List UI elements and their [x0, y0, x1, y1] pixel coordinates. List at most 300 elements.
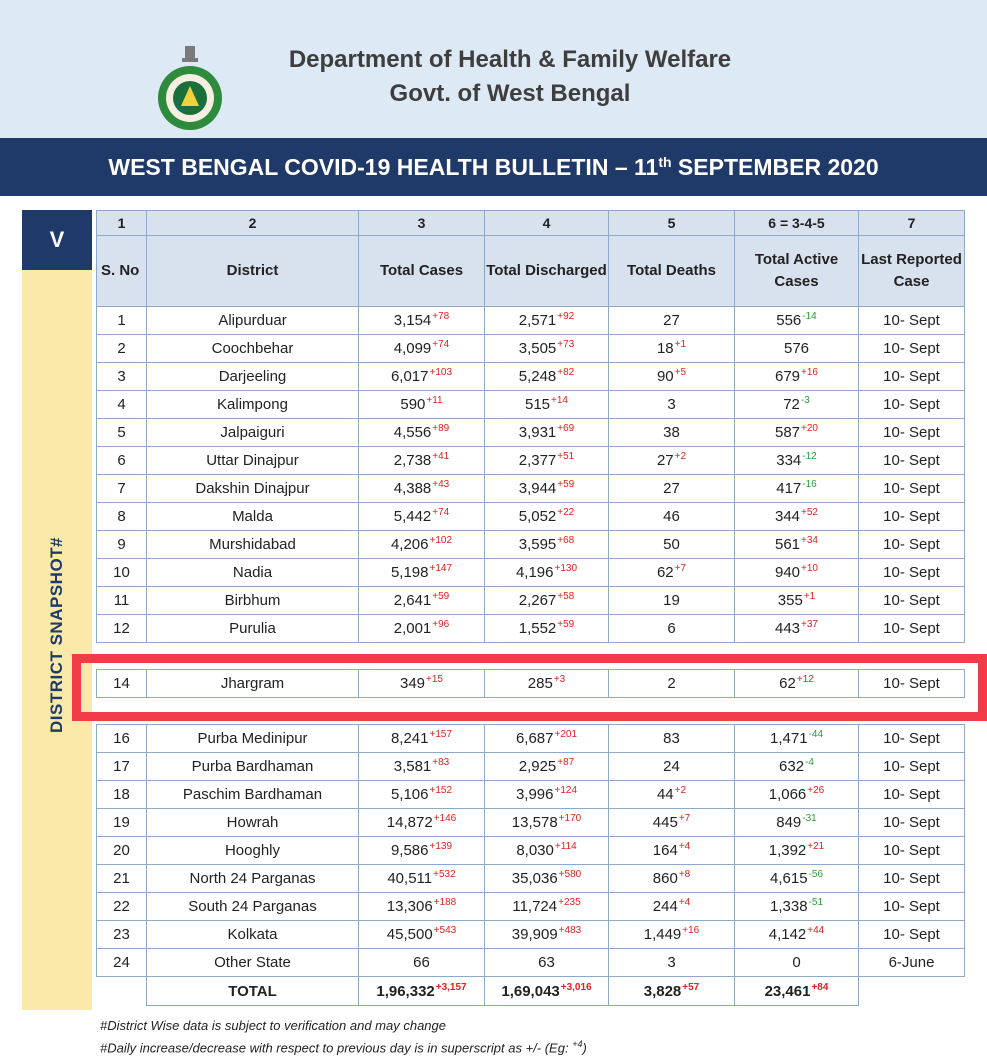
serial-number: 24 — [97, 949, 147, 977]
total-cases — [359, 363, 485, 391]
total-discharged-change: +68 — [557, 535, 575, 546]
serial-number: 3 — [97, 363, 147, 391]
total-cases — [359, 949, 485, 977]
table-row — [97, 419, 965, 447]
last-reported: 10- Sept — [859, 391, 965, 419]
total-cases-value: 1,96,332 — [376, 982, 435, 1000]
last-reported: 10- Sept — [859, 809, 965, 837]
total-deaths — [609, 893, 735, 921]
total-deaths-value: 19 — [663, 592, 680, 609]
total-discharged-value: 5,248 — [518, 368, 557, 385]
district-name: Kolkata — [147, 921, 359, 949]
total-cases — [359, 865, 485, 893]
serial-number: 10 — [97, 559, 147, 587]
district-name: Jhargram — [147, 670, 359, 698]
district-name: Murshidabad — [147, 531, 359, 559]
column-header: S. No — [97, 236, 147, 307]
total-deaths — [609, 475, 735, 503]
total-active — [735, 615, 859, 643]
total-discharged — [485, 837, 609, 865]
total-discharged-value: 63 — [538, 954, 555, 971]
total-cases-change: +41 — [432, 451, 450, 462]
total-deaths — [609, 977, 735, 1006]
column-header: Total Cases — [359, 236, 485, 307]
total-deaths-value: 27 — [656, 452, 674, 469]
total-deaths-change: +5 — [674, 367, 687, 378]
total-cases-value: 3,581 — [393, 758, 432, 775]
total-discharged — [485, 335, 609, 363]
total-discharged-change: +58 — [557, 591, 575, 602]
last-reported: 10- Sept — [859, 419, 965, 447]
total-deaths — [609, 531, 735, 559]
total-cases-change: +83 — [432, 757, 450, 768]
header — [0, 0, 987, 138]
column-number: 7 — [859, 211, 965, 236]
total-deaths-change: +4 — [678, 897, 691, 908]
total-active-value: 679 — [775, 368, 801, 385]
section-badge: V — [22, 210, 92, 270]
total-cases-value: 66 — [413, 954, 430, 971]
table-row — [97, 865, 965, 893]
column-header: Last Reported Case — [859, 236, 965, 307]
total-discharged — [485, 893, 609, 921]
total-deaths-value: 46 — [663, 508, 680, 525]
total-deaths-value: 2 — [667, 675, 676, 692]
total-active — [735, 447, 859, 475]
total-active-change: -3 — [800, 395, 810, 406]
total-deaths — [609, 865, 735, 893]
table-row — [97, 781, 965, 809]
table-row — [97, 893, 965, 921]
total-discharged — [485, 307, 609, 335]
total-cases-value: 6,017 — [390, 368, 429, 385]
total-cases — [359, 559, 485, 587]
total-cases-value: 3,154 — [393, 312, 432, 329]
total-deaths — [609, 837, 735, 865]
total-active-value: 1,066 — [768, 786, 807, 803]
total-cases-change: +532 — [433, 869, 456, 880]
total-discharged-value: 11,724 — [512, 898, 558, 915]
total-active-change: +12 — [796, 674, 814, 685]
total-deaths-value: 3 — [667, 396, 676, 413]
total-cases-value: 2,738 — [393, 452, 432, 469]
total-deaths — [609, 921, 735, 949]
total-active-change: -14 — [802, 311, 817, 322]
total-cases — [359, 447, 485, 475]
serial-number: 14 — [97, 670, 147, 698]
total-active-value: 849 — [776, 814, 802, 831]
total-cases-change: +146 — [433, 813, 457, 824]
total-discharged-change: +22 — [557, 507, 575, 518]
serial-number: 9 — [97, 531, 147, 559]
total-active-value: 940 — [775, 564, 801, 581]
total-active-value: 23,461 — [764, 982, 811, 1000]
total-discharged-change: +82 — [557, 367, 575, 378]
total-discharged-change: +483 — [558, 925, 582, 936]
total-cases — [359, 307, 485, 335]
total-cases — [359, 837, 485, 865]
total-active — [735, 837, 859, 865]
total-discharged — [485, 809, 609, 837]
total-active-change: -31 — [802, 813, 817, 824]
total-active — [735, 753, 859, 781]
total-discharged-change: +201 — [554, 729, 578, 740]
total-discharged — [485, 587, 609, 615]
last-reported: 10- Sept — [859, 615, 965, 643]
serial-number: 16 — [97, 725, 147, 753]
last-reported: 10- Sept — [859, 475, 965, 503]
total-active — [735, 865, 859, 893]
total-cases — [359, 503, 485, 531]
district-name: Purba Bardhaman — [147, 753, 359, 781]
table-row — [97, 587, 965, 615]
highlight-box — [72, 654, 987, 721]
total-cases-value: 349 — [400, 675, 426, 692]
total-discharged — [485, 503, 609, 531]
district-name: Alipurduar — [147, 307, 359, 335]
total-blank — [859, 977, 965, 1006]
total-deaths-change: +7 — [678, 813, 691, 824]
total-discharged-value: 3,944 — [518, 480, 557, 497]
district-name: Jalpaiguri — [147, 419, 359, 447]
serial-number: 12 — [97, 615, 147, 643]
total-cases-change: +96 — [432, 619, 450, 630]
footnote-text: #Daily increase/decrease with respect to previous day is in superscript as +/- (Eg: — [100, 1040, 573, 1056]
table-row — [97, 363, 965, 391]
total-cases-value: 40,511 — [387, 870, 433, 887]
serial-number: 1 — [97, 307, 147, 335]
total-cases-change: +543 — [433, 925, 457, 936]
total-active-change: +37 — [801, 619, 818, 630]
total-discharged-change: +59 — [557, 479, 575, 490]
total-discharged-value: 5,052 — [518, 508, 557, 525]
column-number: 4 — [485, 211, 609, 236]
total-deaths — [609, 363, 735, 391]
total-discharged-value: 1,69,043 — [501, 982, 560, 1000]
last-reported: 10- Sept — [859, 837, 965, 865]
total-active-value: 344 — [775, 508, 801, 525]
total-cases — [359, 391, 485, 419]
total-blank — [97, 977, 147, 1006]
total-discharged-value: 8,030 — [516, 842, 554, 859]
total-discharged-value: 3,996 — [515, 786, 554, 803]
table-row — [97, 531, 965, 559]
table-row — [97, 335, 965, 363]
total-label: TOTAL — [147, 977, 359, 1006]
total-active — [735, 559, 859, 587]
serial-number: 8 — [97, 503, 147, 531]
total-cases — [359, 781, 485, 809]
bulletin-banner — [0, 138, 987, 196]
table-row — [97, 615, 965, 643]
column-number-row — [97, 211, 965, 236]
column-number: 6 = 3-4-5 — [735, 211, 859, 236]
serial-number: 23 — [97, 921, 147, 949]
total-deaths — [609, 725, 735, 753]
total-active-value: 443 — [775, 620, 801, 637]
total-active-value: 556 — [776, 312, 802, 329]
total-discharged — [485, 391, 609, 419]
serial-number: 7 — [97, 475, 147, 503]
total-discharged — [485, 921, 609, 949]
total-discharged — [485, 949, 609, 977]
total-row — [97, 977, 965, 1006]
total-cases-value: 45,500 — [386, 926, 433, 943]
total-active-change: +84 — [811, 981, 829, 993]
total-deaths — [609, 587, 735, 615]
total-active-value: 0 — [792, 954, 801, 971]
last-reported: 10- Sept — [859, 921, 965, 949]
total-deaths-change: +16 — [682, 925, 700, 936]
total-active-value: 576 — [783, 340, 810, 357]
district-name: Hooghly — [147, 837, 359, 865]
total-active-change: -44 — [808, 729, 823, 740]
serial-number: 4 — [97, 391, 147, 419]
district-name: South 24 Parganas — [147, 893, 359, 921]
total-deaths-change: +57 — [682, 981, 700, 993]
total-discharged-value: 1,552 — [518, 620, 557, 637]
total-deaths — [609, 335, 735, 363]
total-deaths-value: 27 — [663, 312, 680, 329]
table-row — [97, 307, 965, 335]
serial-number: 19 — [97, 809, 147, 837]
serial-number: 22 — [97, 893, 147, 921]
table-row — [97, 809, 965, 837]
total-discharged-change: +235 — [558, 897, 581, 908]
total-active-change: -16 — [802, 479, 817, 490]
total-discharged-value: 285 — [527, 675, 553, 692]
table-row — [97, 559, 965, 587]
total-discharged — [485, 781, 609, 809]
total-cases-value: 9,586 — [390, 842, 429, 859]
table-row — [97, 503, 965, 531]
last-reported: 10- Sept — [859, 503, 965, 531]
total-discharged-value: 13,578 — [511, 814, 558, 831]
total-cases-change: +147 — [429, 563, 453, 574]
column-header: District — [147, 236, 359, 307]
column-number: 2 — [147, 211, 359, 236]
banner-ordinal: th — [658, 154, 672, 170]
total-active-value: 1,338 — [770, 898, 808, 915]
total-active — [735, 587, 859, 615]
total-discharged — [485, 753, 609, 781]
serial-number: 21 — [97, 865, 147, 893]
footnote-example: +4 — [572, 1039, 583, 1049]
total-deaths — [609, 809, 735, 837]
total-cases-value: 4,099 — [393, 340, 432, 357]
total-discharged-value: 35,036 — [511, 870, 558, 887]
total-discharged-change: +51 — [557, 451, 575, 462]
last-reported: 10- Sept — [859, 865, 965, 893]
total-active — [735, 363, 859, 391]
last-reported: 10- Sept — [859, 781, 965, 809]
column-header: Total Discharged — [485, 236, 609, 307]
total-active — [735, 531, 859, 559]
column-header: Total Active Cases — [735, 236, 859, 307]
serial-number: 6 — [97, 447, 147, 475]
total-cases-value: 2,641 — [393, 592, 432, 609]
last-reported: 10- Sept — [859, 447, 965, 475]
last-reported: 10- Sept — [859, 307, 965, 335]
total-deaths-change: +8 — [678, 869, 691, 880]
column-header-row — [97, 236, 965, 307]
last-reported: 10- Sept — [859, 335, 965, 363]
total-discharged-value: 3,931 — [518, 424, 557, 441]
total-active-value: 334 — [776, 452, 802, 469]
total-cases-value: 14,872 — [386, 814, 433, 831]
serial-number: 5 — [97, 419, 147, 447]
table-row — [97, 391, 965, 419]
total-active — [735, 781, 859, 809]
total-deaths — [609, 781, 735, 809]
total-deaths-value: 44 — [656, 786, 674, 803]
district-name: Coochbehar — [147, 335, 359, 363]
total-deaths — [609, 753, 735, 781]
total-deaths-value: 860 — [652, 870, 678, 887]
total-discharged — [485, 531, 609, 559]
west-bengal-emblem-icon — [151, 44, 229, 132]
last-reported: 10- Sept — [859, 587, 965, 615]
total-deaths-value: 164 — [652, 842, 678, 859]
total-active-value: 1,392 — [768, 842, 807, 859]
table-row — [97, 921, 965, 949]
total-active-value: 62 — [779, 675, 796, 692]
total-active — [735, 949, 859, 977]
serial-number: 18 — [97, 781, 147, 809]
total-deaths-change: +2 — [674, 785, 687, 796]
total-active-change: -12 — [802, 451, 817, 462]
total-discharged-value: 39,909 — [511, 926, 558, 943]
total-cases — [359, 615, 485, 643]
total-active-change: +20 — [801, 423, 818, 434]
last-reported: 10- Sept — [859, 725, 965, 753]
total-discharged — [485, 475, 609, 503]
footnote-close: ) — [582, 1040, 587, 1056]
total-cases — [359, 893, 485, 921]
total-active-value: 417 — [776, 480, 802, 497]
total-deaths — [609, 615, 735, 643]
total-deaths-value: 38 — [663, 424, 680, 441]
column-number: 5 — [609, 211, 735, 236]
serial-number: 2 — [97, 335, 147, 363]
total-active-change: +16 — [801, 367, 818, 378]
table-row — [97, 725, 965, 753]
total-cases-change: +11 — [426, 395, 443, 406]
total-cases — [359, 531, 485, 559]
total-active — [735, 391, 859, 419]
total-cases — [359, 977, 485, 1006]
serial-number: 11 — [97, 587, 147, 615]
total-cases-change: +157 — [429, 729, 453, 740]
total-discharged-value: 3,595 — [518, 536, 557, 553]
total-active-change: +26 — [807, 785, 825, 796]
total-cases-value: 5,442 — [393, 508, 432, 525]
total-active-change: +44 — [807, 925, 825, 936]
total-discharged-change: +59 — [557, 619, 575, 630]
total-active — [735, 977, 859, 1006]
total-discharged-value: 2,571 — [518, 312, 557, 329]
total-cases-value: 5,198 — [390, 564, 429, 581]
total-discharged — [485, 559, 609, 587]
total-discharged-value: 4,196 — [515, 564, 554, 581]
total-active-change: +52 — [801, 507, 818, 518]
total-deaths-value: 90 — [656, 368, 674, 385]
total-active-change: -56 — [808, 869, 823, 880]
total-active-change: -51 — [808, 897, 823, 908]
last-reported: 10- Sept — [859, 559, 965, 587]
table-row — [97, 949, 965, 977]
last-reported: 10- Sept — [859, 893, 965, 921]
total-active — [735, 725, 859, 753]
total-deaths-change: +2 — [674, 451, 687, 462]
total-discharged-value: 515 — [525, 396, 551, 413]
total-cases-value: 2,001 — [393, 620, 432, 637]
district-name: Purba Medinipur — [147, 725, 359, 753]
total-cases-change: +43 — [432, 479, 450, 490]
total-active-value: 355 — [777, 592, 803, 609]
total-cases — [359, 475, 485, 503]
total-cases-change: +139 — [429, 841, 453, 852]
total-active — [735, 921, 859, 949]
total-cases — [359, 587, 485, 615]
total-deaths-value: 50 — [663, 536, 680, 553]
total-deaths-change: +7 — [674, 563, 687, 574]
last-reported: 10- Sept — [859, 363, 965, 391]
total-active-value: 587 — [775, 424, 801, 441]
total-cases — [359, 809, 485, 837]
total-discharged-value: 2,925 — [518, 758, 557, 775]
total-active-value: 4,615 — [770, 870, 808, 887]
district-name: Darjeeling — [147, 363, 359, 391]
total-deaths-value: 3 — [667, 954, 676, 971]
total-active-value: 4,142 — [768, 926, 807, 943]
footnote-superscript — [100, 1035, 587, 1057]
total-discharged-value: 3,505 — [518, 340, 557, 357]
total-deaths-value: 445 — [652, 814, 678, 831]
total-discharged-change: +14 — [551, 395, 568, 406]
section-vertical-label: DISTRICT SNAPSHOT# — [47, 536, 66, 734]
total-deaths — [609, 503, 735, 531]
total-active-value: 72 — [783, 396, 800, 413]
last-reported: 10- Sept — [859, 531, 965, 559]
total-cases-change: +152 — [429, 785, 453, 796]
total-active-change: -4 — [805, 757, 814, 768]
total-active — [735, 419, 859, 447]
total-cases-change: +74 — [432, 339, 450, 350]
total-cases-value: 13,306 — [386, 898, 433, 915]
total-discharged — [485, 363, 609, 391]
total-cases — [359, 419, 485, 447]
last-reported: 6-June — [859, 949, 965, 977]
total-deaths — [609, 447, 735, 475]
total-discharged-change: +92 — [557, 311, 575, 322]
serial-number: 20 — [97, 837, 147, 865]
footnote-verification: #District Wise data is subject to verification and may change — [100, 1018, 446, 1033]
district-name: Paschim Bardhaman — [147, 781, 359, 809]
total-discharged-change: +114 — [554, 841, 577, 852]
total-discharged — [485, 447, 609, 475]
total-discharged-change: +69 — [557, 423, 575, 434]
total-cases — [359, 921, 485, 949]
last-reported: 10- Sept — [859, 753, 965, 781]
total-discharged-change: +3,016 — [560, 981, 592, 993]
total-cases-change: +3,157 — [435, 981, 467, 993]
total-cases — [359, 335, 485, 363]
district-name: Malda — [147, 503, 359, 531]
total-cases-value: 4,206 — [390, 536, 429, 553]
total-deaths — [609, 391, 735, 419]
total-deaths-value: 18 — [656, 340, 674, 357]
